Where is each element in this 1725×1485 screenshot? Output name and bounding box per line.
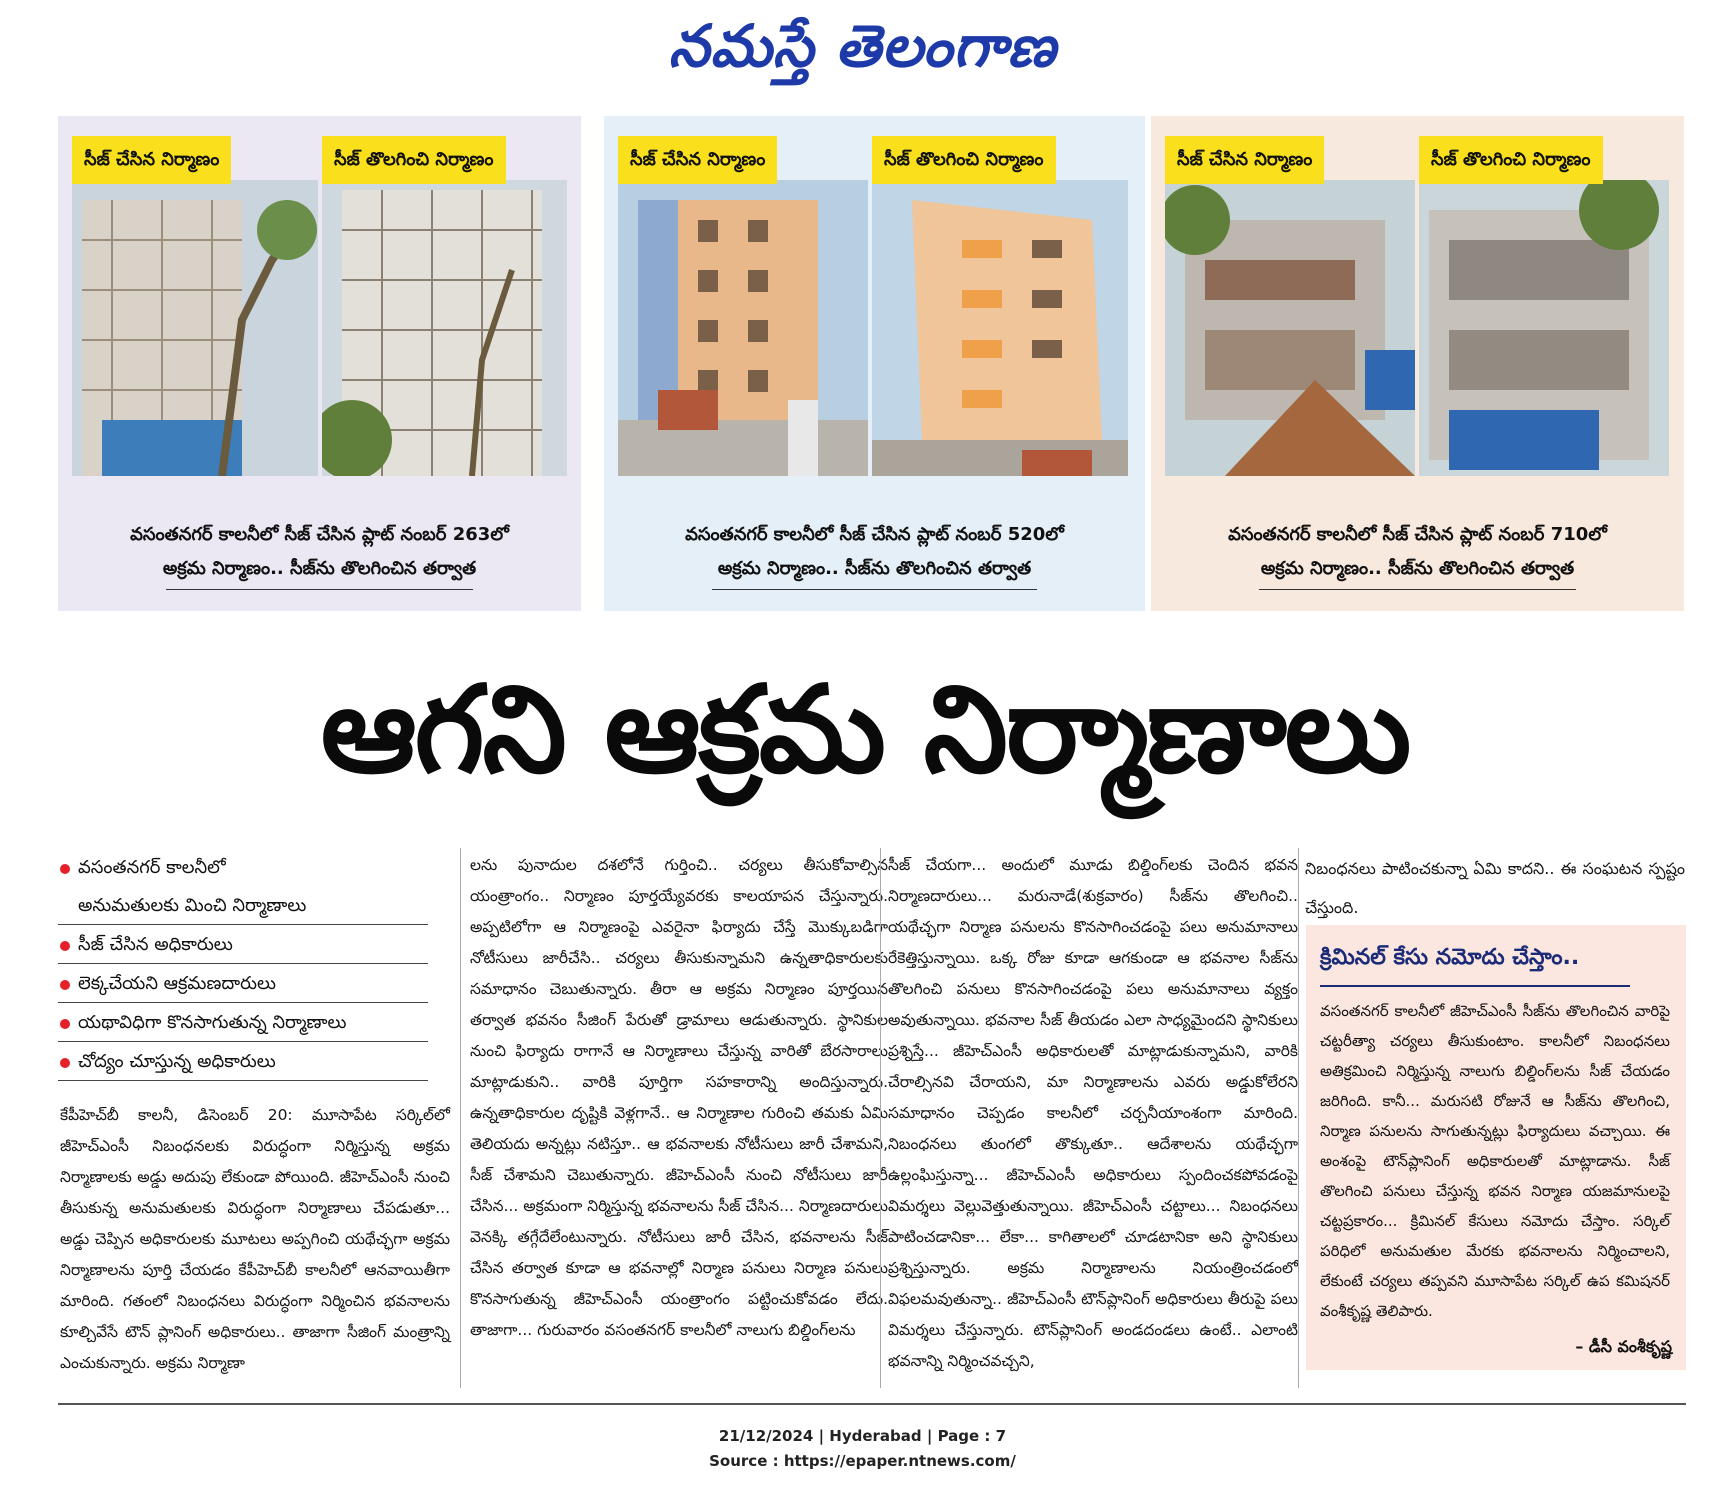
bullet-item: [58, 927, 428, 964]
article-column-3: [888, 850, 1298, 1377]
photo-after: [872, 180, 1128, 476]
bullet-text: లెక్కచేయని ఆక్రమణదారులు: [78, 973, 276, 994]
photo-caption-line1: వసంతనగర్ కాలనీలో సీజ్ చేసిన ప్లాట్ నంబర్ 263లో: [130, 524, 509, 545]
highlight-bullets: [58, 850, 428, 1083]
article-text: నిబంధనలు పాటించకున్నా ఏమి కాదని.. ఈ సంఘటన స్పష్టం చేస్తుంది.: [1305, 859, 1685, 917]
article-column-1: [60, 1100, 450, 1379]
tag-seized: సీజ్ చేసిన నిర్మాణం: [1165, 136, 1324, 184]
bullet-item: [58, 1044, 428, 1081]
quote-box: [1306, 925, 1686, 1370]
quote-box-signature: – డీసీ వంశీకృష్ణ: [1575, 1337, 1672, 1356]
photo-caption-line2: అక్రమ నిర్మాణం.. సీజ్‌ను తొలగించిన తర్వాత: [717, 558, 1032, 579]
photo-caption-line1: వసంతనగర్ కాలనీలో సీజ్ చేసిన ప్లాట్ నంబర్ 710లో: [1228, 524, 1607, 545]
column-divider: [460, 848, 461, 1388]
photo-caption-line2: అక్రమ నిర్మాణం.. సీజ్‌ను తొలగించిన తర్వాత: [1260, 558, 1575, 579]
bullet-item: [58, 888, 428, 925]
bullet-text: చోద్యం చూస్తున్న అధికారులు: [78, 1051, 276, 1072]
footer-rule: [58, 1403, 1686, 1405]
bullet-text: యథావిధిగా కొనసాగుతున్న నిర్మాణాలు: [78, 1012, 347, 1033]
tag-unsealed: సీజ్ తొలగించి నిర్మాణం: [1419, 136, 1603, 184]
bullet-dot-icon: [60, 1058, 70, 1068]
bullet-dot-icon: [60, 864, 70, 874]
bullet-item: [58, 966, 428, 1003]
bullet-text: అనుమతులకు మించి నిర్మాణాలు: [78, 895, 307, 916]
bullet-dot-icon: [60, 980, 70, 990]
bullet-text: వసంతనగర్ కాలనీలో: [78, 857, 226, 878]
bullet-item: [58, 1005, 428, 1042]
photo-before: [72, 180, 318, 476]
tag-unsealed: సీజ్ తొలగించి నిర్మాణం: [322, 136, 506, 184]
bullet-dot-icon: [60, 941, 70, 951]
masthead-logo: నమస్తే తెలంగాణ: [668, 12, 1057, 80]
footer-source-link[interactable]: Source : https://epaper.ntnews.com/: [709, 1452, 1016, 1470]
caption-rule: [166, 589, 473, 590]
article-text: సీజ్ చేయగా... అందులో మూడు బిల్డింగ్‌లకు చెందిన భవన నిర్మాణదారులు... మరునాడే(శుక్రవారం) సీజ్‌ను తొలగించి.. యథేచ్ఛగా నిర్మాణ పనులను కొనసాగించడంపై పలు అనుమానాలు రేకెత్తిస్తున్నాయి. ఒక్క రోజు కూడా ఆగకుండా ఆ భవనాల సీజ్‌ను తొలగించి పనులు కొనసాగించడంపై పలు అనుమానాలు వ్యక్తం అవుతున్నాయి. భవనాల సీజ్ తీయడం ఎలా సాధ్యమైందని స్థానికులు ప్రశ్నిస్తే... జీహెచ్‌ఎంసీ అధికారులతో మాట్లాడుకున్నామని, వారికి చేరాల్సినవి చేరాయని, మా నిర్మాణాలను ఎవరు అడ్డుకోలేరని సమాధానం చెప్పడం కాలనీలో చర్చనీయాంశంగా మారింది. నిబంధనలు తుంగలో తొక్కుతూ.. ఆదేశాలను యథేచ్ఛగా ఉల్లంఘిస్తున్నా... జీహెచ్‌ఎంసీ అధికారులు స్పందించకపోవడంపై విమర్శలు వెల్లువెత్తుతున్నాయి. జీహెచ్‌ఎంసీ చట్టాలు... నిబంధనలు పాటించడానికా... లేకా... కాగితాలలో చూడటానికా అని స్థానికులు ప్రశ్నిస్తున్నారు. అక్రమ నిర్మాణాలను నియంత్రించడంలో విఫలమవుతున్నా.. జీహెచ్‌ఎంసీ టౌన్‌ప్లానింగ్ అధికారులు తీరుపై పలు విమర్శలు చేస్తున్నారు. టౌన్‌ప్లానింగ్ అండదండలు ఉంటే.. ఎలాంటి భవనాన్ని నిర్మించవచ్చని,: [888, 856, 1298, 1370]
article-text: కేపీహెచ్‌బీ కాలనీ, డిసెంబర్ 20: మూసాపేట సర్కిల్‌లో జీహెచ్‌ఎంసీ నిబంధనలకు విరుద్ధంగా నిర్మిస్తున్న అక్రమ నిర్మాణాలకు అడ్డు అదుపు లేకుండా పోయింది. జీహెచ్‌ఎంసీ నుంచి తీసుకున్న అనుమతులకు విరుద్ధంగా నిర్మాణాలు చేపడుతూ... అడ్డు చెప్పిన అధికారులకు మూటలు అప్పగించి యథేచ్ఛగా అక్రమ నిర్మాణాలను పూర్తి చేయడం కేపీహెచ్‌బీ కాలనీలో ఆనవాయితీగా మారింది. గతంలో నిబంధనలు విరుద్ధంగా నిర్మించిన భవనాలను కూల్చివేసే టౌన్ ప్లానింగ్ అధికారులు.. తాజాగా సీజింగ్ మంత్రాన్ని ఎంచుకున్నారు. అక్రమ నిర్మాణా: [60, 1106, 450, 1372]
tag-unsealed: సీజ్ తొలగించి నిర్మాణం: [872, 136, 1056, 184]
photo-panel-3: [1151, 116, 1684, 611]
headline: ఆగని ఆక్రమ నిర్మాణాలు: [320, 661, 1410, 800]
photo-after: [322, 180, 567, 476]
column-divider: [880, 848, 881, 1388]
tag-seized: సీజ్ చేసిన నిర్మాణం: [618, 136, 777, 184]
tag-seized: సీజ్ చేసిన నిర్మాణం: [72, 136, 231, 184]
photo-panel-1: [58, 116, 581, 611]
bullet-item: [58, 850, 428, 886]
article-column-4: [1305, 850, 1685, 927]
bullet-dot-icon: [60, 1019, 70, 1029]
photo-before: [618, 180, 868, 476]
photo-before: [1165, 180, 1415, 476]
column-divider: [1298, 848, 1299, 1388]
article-column-2: [470, 850, 888, 1346]
article-text: లను పునాదుల దశలోనే గుర్తించి.. చర్యలు తీసుకోవాల్సిన యంత్రాంగం.. నిర్మాణం పూర్తయ్యేవరకు కాలయాపన చేస్తున్నారు. అప్పటిలోగా ఆ నిర్మాణంపై ఎవరైనా ఫిర్యాదు చేస్తే మొక్కుబడిగా నోటీసులు జారీచేసి.. చర్యలు తీసుకున్నామని ఉన్నతాధికారులకు సమాధానం చెబుతున్నారు. తీరా ఆ అక్రమ నిర్మాణం పూర్తయిన తర్వాత భవనం సీజింగ్ పేరుతో డ్రామాలు ఆడుతున్నారు. స్థానికుల నుంచి ఫిర్యాదు రాగానే ఆ నిర్మాణాలు చేస్తున్న వారితో బేరసారాలు మాట్లాడుకుని.. వారికి పూర్తిగా సహకారాన్ని అందిస్తున్నారు. ఉన్నతాధికారుల దృష్టికి వెళ్లగానే.. ఆ నిర్మాణాల గురించి తమకు ఏమి తెలియదు అన్నట్లు నటిస్తూ.. ఆ భవనాలకు నోటీసులు జారీ చేశామని, సీజ్ చేశామని చెబుతున్నారు. జీహెచ్‌ఎంసీ నుంచి నోటీసులు జారీ చేసిన... అక్రమంగా నిర్మిస్తున్న భవనాలను సీజ్ చేసిన... నిర్మాణదారులు వెనక్కి తగ్గేదేలేంటున్నారు. నోటీసులు జారీ చేసిన, భవనాలను సీజ్ చేసిన తర్వాత కూడా ఆ భవనాల్లో నిర్మాణ పనులు నిర్మాణ పనులు కొనసాగుతున్న జీహెచ్‌ఎంసీ యంత్రాంగం పట్టించుకోవడం లేదు. తాజాగా... గురువారం వసంతనగర్ కాలనీలో నాలుగు బిల్డింగ్‌లను: [470, 856, 888, 1339]
photo-caption-line1: వసంతనగర్ కాలనీలో సీజ్ చేసిన ప్లాట్ నంబర్ 520లో: [685, 524, 1064, 545]
footer-date-page: 21/12/2024 | Hyderabad | Page : 7: [718, 1427, 1007, 1445]
quote-box-title: క్రిమినల్ కేసు నమోదు చేస్తాం..: [1320, 945, 1580, 970]
photo-after: [1419, 180, 1669, 476]
quote-box-rule: [1320, 985, 1630, 987]
photo-panel-2: [604, 116, 1145, 611]
photo-caption-line2: అక్రమ నిర్మాణం.. సీజ్‌ను తొలగించిన తర్వాత: [162, 558, 477, 579]
bullet-text: సీజ్ చేసిన అధికారులు: [78, 934, 233, 955]
caption-rule: [712, 589, 1037, 590]
quote-box-body: వసంతనగర్ కాలనీలో జీహెచ్‌ఎంసీ సీజ్‌ను తొలగించిన వారిపై చట్టరీత్యా చర్యలు తీసుకుంటాం. కాలనీలో నిబంధనలు అతిక్రమించి నిర్మిస్తున్న నాలుగు బిల్డింగ్‌లను సీజ్ చేయడం జరిగింది. కానీ... మరుసటి రోజునే ఆ సీజ్‌ను తొలగించి, నిర్మాణ పనులను సాగుతున్నట్లు ఫిర్యాదులు వచ్చాయి. ఈ అంశంపై టౌన్‌ప్లానింగ్ అధికారులతో మాట్లాడాను. సీజ్ తొలగించి పనులు చేస్తున్న భవన నిర్మాణ యజమానులపై చట్టప్రకారం... క్రిమినల్ కేసులు నమోదు చేస్తాం. సర్కిల్ పరిధిలో అనుమతుల మేరకు భవనాలను నిర్మించాలని, లేకుంటే చర్యలు తప్పవని మూసాపేట సర్కిల్ ఉప కమిషనర్ వంశీకృష్ణ తెలిపారు.: [1320, 1002, 1670, 1320]
caption-rule: [1259, 589, 1576, 590]
